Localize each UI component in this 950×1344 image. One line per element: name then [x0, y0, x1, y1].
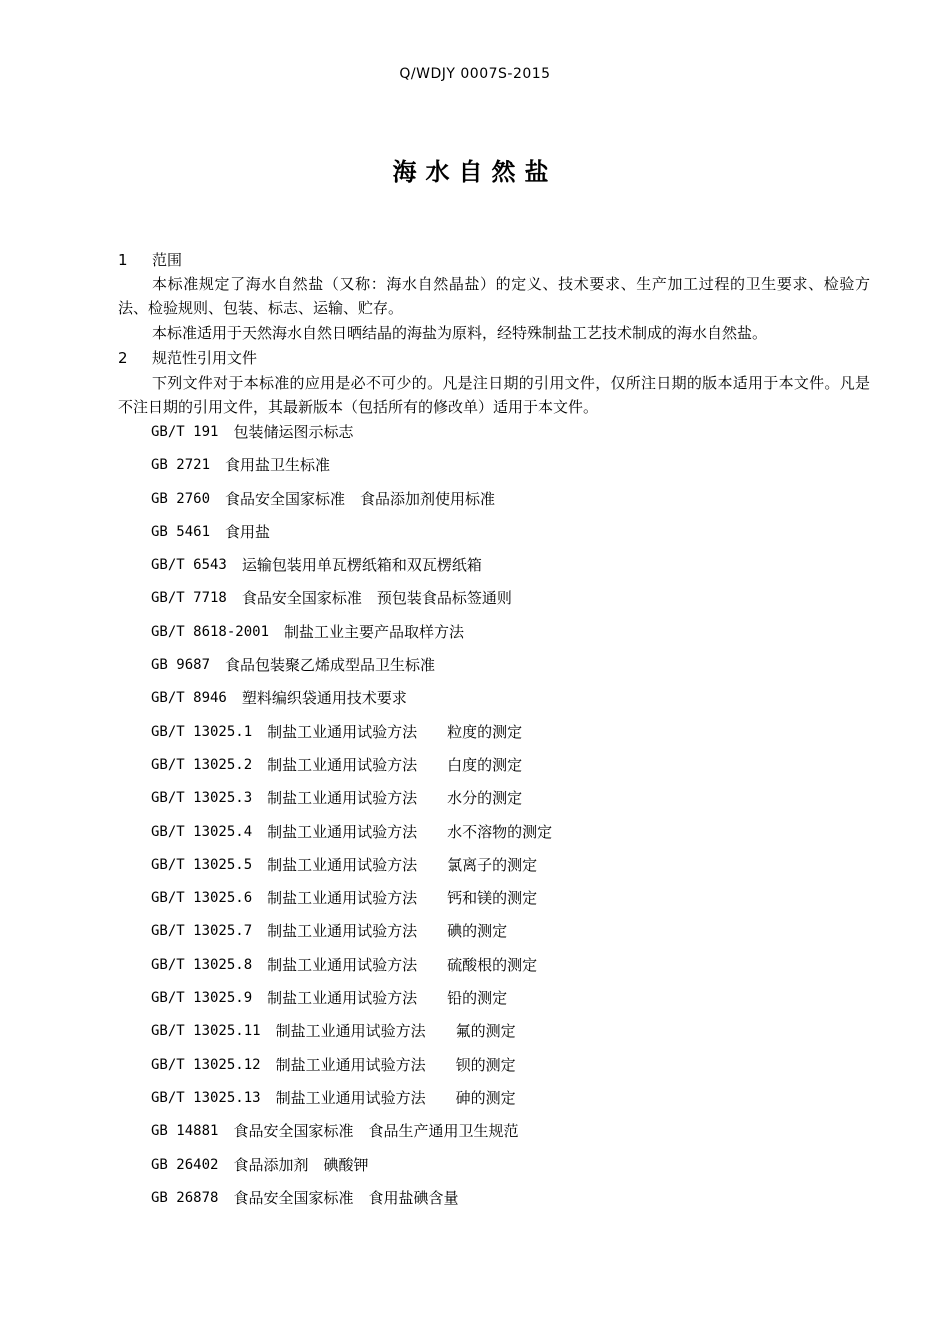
reference-item	[151, 422, 851, 455]
reference-gap	[252, 955, 267, 975]
reference-code: GB/T 13025.9	[151, 990, 253, 1007]
reference-code: GB/T 13025.11	[151, 1023, 261, 1040]
reference-list	[151, 422, 851, 1221]
reference-title: 制盐工业通用试验方法 铅的测定	[267, 989, 508, 1008]
section-heading-normative-references	[118, 348, 257, 368]
reference-gap	[210, 655, 225, 675]
reference-title: 食用盐卫生标准	[225, 456, 331, 475]
reference-title: 制盐工业通用试验方法 钡的测定	[275, 1055, 516, 1074]
reference-item	[151, 522, 851, 555]
reference-code: GB/T 13025.6	[151, 890, 253, 907]
reference-item	[151, 1155, 851, 1188]
reference-gap	[252, 788, 267, 808]
reference-code: GB/T 191	[151, 424, 219, 440]
reference-item	[151, 988, 851, 1021]
reference-item	[151, 822, 851, 855]
reference-code: GB 2721	[151, 457, 211, 474]
reference-item	[151, 1055, 851, 1088]
reference-title: 制盐工业通用试验方法 钙和镁的测定	[267, 889, 538, 908]
reference-title: 制盐工业通用试验方法 硫酸根的测定	[267, 955, 538, 974]
reference-title: 制盐工业通用试验方法 砷的测定	[275, 1088, 516, 1107]
reference-item	[151, 622, 851, 655]
reference-title: 制盐工业主要产品取样方法	[284, 622, 465, 641]
reference-gap	[218, 422, 233, 442]
document-title: 海水自然盐	[392, 158, 558, 186]
reference-title: 塑料编织袋通用技术要求	[241, 689, 407, 708]
reference-gap	[252, 921, 267, 941]
reference-gap	[227, 588, 242, 608]
reference-title: 制盐工业通用试验方法 粒度的测定	[267, 722, 523, 741]
reference-item	[151, 1121, 851, 1154]
reference-code: GB/T 13025.5	[151, 856, 253, 873]
reference-gap	[218, 1155, 233, 1175]
reference-item	[151, 688, 851, 721]
reference-gap	[252, 822, 267, 842]
reference-gap	[252, 755, 267, 775]
reference-item	[151, 755, 851, 788]
reference-code: GB 26402	[151, 1156, 219, 1173]
reference-item	[151, 921, 851, 954]
reference-title: 制盐工业通用试验方法 氯离子的测定	[267, 855, 538, 874]
document-code: Q/WDJY 0007S-2015	[399, 66, 551, 82]
reference-gap	[252, 888, 267, 908]
reference-title: 食品安全国家标准 食品生产通用卫生规范	[233, 1122, 519, 1141]
reference-code: GB/T 7718	[151, 590, 227, 607]
reference-item	[151, 555, 851, 588]
reference-title: 运输包装用单瓦楞纸箱和双瓦楞纸箱	[241, 556, 482, 575]
reference-code: GB/T 13025.4	[151, 823, 253, 840]
reference-gap	[261, 1021, 276, 1041]
reference-gap	[261, 1055, 276, 1075]
reference-item	[151, 955, 851, 988]
reference-item	[151, 722, 851, 755]
reference-title: 食品安全国家标准 食品添加剂使用标准	[225, 489, 496, 508]
reference-code: GB 14881	[151, 1123, 219, 1140]
reference-code: GB 9687	[151, 657, 211, 674]
reference-code: GB/T 13025.8	[151, 956, 253, 973]
references-intro-paragraph: 下列文件对于本标准的应用是必不可少的。凡是注日期的引用文件，仅所注日期的版本适用于本文件。凡是不注日期的引用文件，其最新版本（包括所有的修改单）适用于本文件。	[118, 374, 870, 416]
reference-gap	[227, 555, 242, 575]
reference-title: 食品添加剂 碘酸钾	[233, 1155, 369, 1174]
reference-title: 制盐工业通用试验方法 氟的测定	[275, 1022, 516, 1041]
reference-code: GB/T 6543	[151, 557, 227, 574]
reference-gap	[261, 1088, 276, 1108]
reference-title: 食品安全国家标准 食用盐碘含量	[233, 1188, 459, 1207]
reference-code: GB/T 13025.3	[151, 790, 253, 807]
section-title: 规范性引用文件	[152, 349, 258, 367]
reference-code: GB/T 13025.1	[151, 723, 253, 740]
reference-code: GB/T 13025.7	[151, 923, 253, 940]
reference-item	[151, 855, 851, 888]
reference-gap	[252, 855, 267, 875]
section-title: 范围	[152, 251, 183, 269]
reference-code: GB/T 13025.13	[151, 1089, 261, 1106]
reference-code: GB/T 13025.2	[151, 756, 253, 773]
reference-code: GB/T 8618-2001	[151, 623, 270, 640]
reference-gap	[210, 489, 225, 509]
reference-gap	[269, 622, 284, 642]
reference-title: 制盐工业通用试验方法 碘的测定	[267, 922, 508, 941]
scope-paragraph-2: 本标准适用于天然海水自然日晒结晶的海盐为原料，经特殊制盐工艺技术制成的海水自然盐。	[152, 324, 768, 342]
reference-item	[151, 588, 851, 621]
reference-code: GB/T 8946	[151, 690, 227, 707]
reference-title: 食品包装聚乙烯成型品卫生标准	[225, 656, 436, 675]
reference-code: GB 2760	[151, 490, 211, 507]
reference-title: 制盐工业通用试验方法 白度的测定	[267, 755, 523, 774]
reference-title: 食品安全国家标准 预包装食品标签通则	[241, 589, 512, 608]
reference-gap	[218, 1188, 233, 1208]
reference-code: GB/T 13025.12	[151, 1056, 261, 1073]
reference-item	[151, 1188, 851, 1221]
reference-title: 食用盐	[225, 522, 271, 541]
reference-item	[151, 1021, 851, 1054]
reference-title: 包装储运图示标志	[233, 423, 354, 441]
reference-gap	[218, 1121, 233, 1141]
reference-title: 制盐工业通用试验方法 水不溶物的测定	[267, 822, 553, 841]
reference-gap	[252, 722, 267, 742]
reference-item	[151, 489, 851, 522]
section-number: 1	[118, 251, 128, 269]
reference-code: GB 26878	[151, 1189, 219, 1206]
reference-item	[151, 1088, 851, 1121]
section-heading-scope	[118, 250, 182, 270]
reference-title: 制盐工业通用试验方法 水分的测定	[267, 789, 523, 808]
reference-gap	[210, 522, 225, 542]
reference-code: GB 5461	[151, 523, 211, 540]
section-number: 2	[118, 349, 128, 367]
reference-gap	[210, 455, 225, 475]
reference-item	[151, 788, 851, 821]
reference-item	[151, 655, 851, 688]
reference-item	[151, 455, 851, 488]
reference-item	[151, 888, 851, 921]
reference-gap	[227, 688, 242, 708]
reference-gap	[252, 988, 267, 1008]
scope-paragraph-1: 本标准规定了海水自然盐（又称：海水自然晶盐）的定义、技术要求、生产加工过程的卫生要求、检验方法、检验规则、包装、标志、运输、贮存。	[118, 275, 870, 317]
